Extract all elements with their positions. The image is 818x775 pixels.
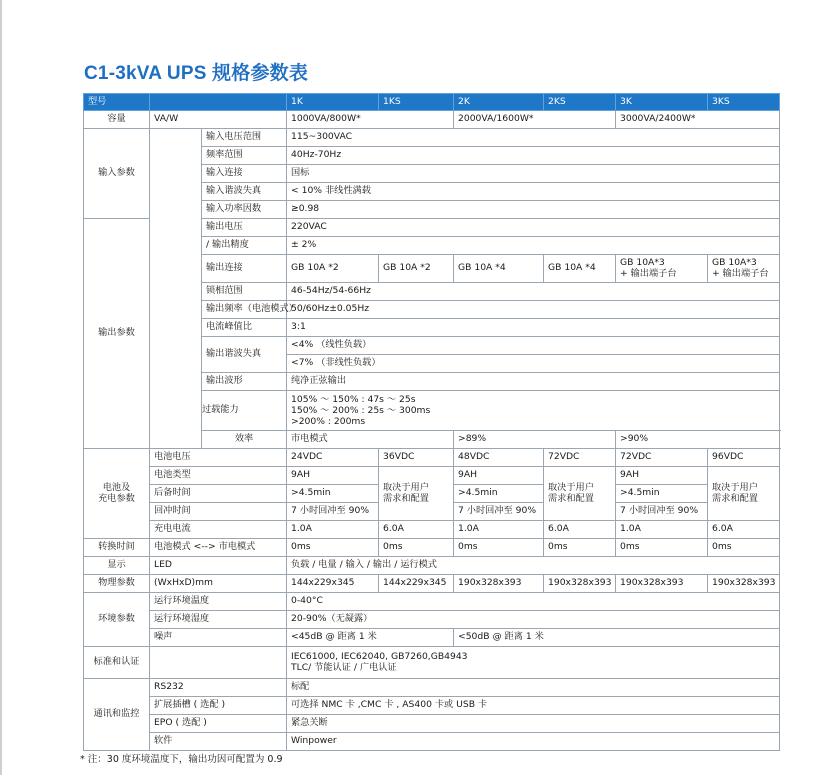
cell-value: <4% （线性负载） <box>287 337 780 355</box>
cell-value: 96VDC <box>708 449 780 467</box>
table-row <box>84 629 780 647</box>
page-edge-rule <box>0 0 2 775</box>
cell-value: 1.0A <box>287 521 379 539</box>
table-row <box>84 449 780 467</box>
table-row <box>84 111 780 129</box>
cell-value: 7 小时回冲至 90% <box>287 503 379 521</box>
row-label: 软件 <box>150 733 287 751</box>
row-label: 频率范围 <box>202 147 287 165</box>
cell-value: 40Hz-70Hz <box>287 147 780 165</box>
table-row <box>84 467 780 485</box>
cell-value: 7 小时回冲至 90% <box>454 503 544 521</box>
cell-value: 36VDC <box>379 449 454 467</box>
cell-value: 0ms <box>708 539 780 557</box>
header-model-2k: 2K <box>454 94 544 111</box>
category-standards: 标准和认证 <box>84 647 150 679</box>
cell-value: 国标 <box>287 165 780 183</box>
row-label: 充电电流 <box>150 521 287 539</box>
table-row <box>84 647 780 679</box>
cell-line: >200% : 200ms <box>291 416 366 428</box>
table-row <box>84 593 780 611</box>
cell-line: 150% ～ 200% : 25s ～ 300ms <box>291 404 431 416</box>
cell-value: Winpower <box>287 733 780 751</box>
category-battery <box>84 449 150 539</box>
cell-value: 50/60Hz±0.05Hz <box>287 301 780 319</box>
row-label: 电池模式 <--> 市电模式 <box>150 539 287 557</box>
row-label: (WxHxD)mm <box>150 575 287 593</box>
cell-value <box>287 647 780 679</box>
footnote: * 注：30 度环境温度下，输出功因可配置为 0.9 <box>80 754 283 765</box>
cell-value: 3000VA/2400W* <box>616 111 780 129</box>
cell-value: GB 10A *4 <box>544 255 616 283</box>
row-label: 输入电压范围 <box>202 129 287 147</box>
cell-value: 0ms <box>454 539 544 557</box>
cell-value: 负载 / 电量 / 输入 / 输出 / 运行模式 <box>287 557 780 575</box>
cell-value: 0ms <box>287 539 379 557</box>
category-line: 充电参数 <box>98 492 135 504</box>
cell-value: 0-40°C <box>287 593 780 611</box>
cell-line: GB 10A*3 <box>712 256 757 268</box>
row-label: 输入连接 <box>202 165 287 183</box>
cell-value <box>379 467 454 521</box>
cell-value: 20-90%（无凝露） <box>287 611 780 629</box>
cell-value: <45dB @ 距离 1 米 <box>287 629 454 647</box>
cell-value: GB 10A *4 <box>454 255 544 283</box>
row-label: 输出谐波失真 <box>202 337 287 373</box>
cell-value <box>708 255 780 283</box>
cell-value: 7 小时回冲至 90% <box>616 503 708 521</box>
category-capacity: 容量 <box>84 111 150 129</box>
cell-value: 0ms <box>379 539 454 557</box>
row-label: 运行环境温度 <box>150 593 287 611</box>
category-efficiency: 效率 <box>202 431 287 449</box>
row-label: / 输出精度 <box>202 237 287 255</box>
row-label: 回冲时间 <box>150 503 287 521</box>
row-label: 市电模式 <box>287 431 454 449</box>
cell-value: 220VAC <box>287 219 780 237</box>
cell-value: 46-54Hz/54-66Hz <box>287 283 780 301</box>
label-spacer <box>150 129 202 449</box>
category-line: 电池及 <box>102 481 131 493</box>
cell-value: GB 10A *2 <box>287 255 379 283</box>
row-label: 锁相范围 <box>202 283 287 301</box>
cell-value: 1000VA/800W* <box>287 111 454 129</box>
cell-value: >89% <box>454 431 616 449</box>
cell-value: 0ms <box>616 539 708 557</box>
table-row <box>84 697 780 715</box>
header-model: 型号 <box>84 94 150 111</box>
cell-value <box>616 255 708 283</box>
cell-value: 9AH <box>287 467 379 485</box>
spec-table <box>83 93 780 751</box>
cell-value: 可选择 NMC 卡 ,CMC 卡 , AS400 卡或 USB 卡 <box>287 697 780 715</box>
cell-value <box>287 391 780 431</box>
header-model-3ks: 3KS <box>708 94 780 111</box>
page-title: C1-3kVA UPS 规格参数表 <box>84 63 309 84</box>
row-label: 电池类型 <box>150 467 287 485</box>
cell-value: 1.0A <box>454 521 544 539</box>
category-transfer: 转换时间 <box>84 539 150 557</box>
row-label: 电流峰值比 <box>202 319 287 337</box>
table-row <box>84 733 780 751</box>
cell-value: 48VDC <box>454 449 544 467</box>
cell-value: 9AH <box>616 467 708 485</box>
row-label: RS232 <box>150 679 287 697</box>
header-model-2ks: 2KS <box>544 94 616 111</box>
row-label: 电池电压 <box>150 449 287 467</box>
category-display: 显示 <box>84 557 150 575</box>
row-label: 运行环境湿度 <box>150 611 287 629</box>
cell-value: 0ms <box>544 539 616 557</box>
category-output: 输出参数 <box>84 219 150 449</box>
cell-line: TLC/ 节能认证 / 广电认证 <box>291 661 397 673</box>
cell-value: >90% <box>616 431 780 449</box>
cell-value: 1.0A <box>616 521 708 539</box>
cell-value: 72VDC <box>616 449 708 467</box>
row-label: 噪声 <box>150 629 287 647</box>
table-row <box>84 521 780 539</box>
cell-value: 2000VA/1600W* <box>454 111 616 129</box>
cell-value: 3:1 <box>287 319 780 337</box>
cell-line: 需求和配置 <box>548 492 594 504</box>
table-row <box>84 679 780 697</box>
cell-value: ± 2% <box>287 237 780 255</box>
cell-value: 标配 <box>287 679 780 697</box>
table-header-row <box>84 94 780 111</box>
table-row <box>84 611 780 629</box>
header-model-3k: 3K <box>616 94 708 111</box>
cell-value: 6.0A <box>544 521 616 539</box>
cell-value: 24VDC <box>287 449 379 467</box>
cell-value: >4.5min <box>616 485 708 503</box>
table-row <box>84 557 780 575</box>
cell-value: 144x229x345 <box>287 575 379 593</box>
cell-line: 需求和配置 <box>712 492 758 504</box>
table-row <box>84 715 780 733</box>
row-label: 输出连接 <box>202 255 287 283</box>
cell-line: + 输出端子台 <box>620 267 677 279</box>
cell-line: 取决于用户 <box>383 481 429 493</box>
cell-value: < 10% 非线性满载 <box>287 183 780 201</box>
cell-value: GB 10A *2 <box>379 255 454 283</box>
category-environment: 环境参数 <box>84 593 150 647</box>
cell-value: 190x328x393 <box>544 575 616 593</box>
cell-value: 115~300VAC <box>287 129 780 147</box>
cell-line: IEC61000, IEC62040, GB7260,GB4943 <box>291 650 468 662</box>
row-label: 过载能力 <box>202 391 287 431</box>
cell-value: <50dB @ 距离 1 米 <box>454 629 780 647</box>
cell-value: 纯净正弦输出 <box>287 373 780 391</box>
cell-value: >4.5min <box>454 485 544 503</box>
category-physical: 物理参数 <box>84 575 150 593</box>
cell-value: 190x328x393 <box>454 575 544 593</box>
row-label: 输入功率因数 <box>202 201 287 219</box>
row-label: 输入谐波失真 <box>202 183 287 201</box>
row-label: 输出波形 <box>202 373 287 391</box>
cell-value: <7% （非线性负载） <box>287 355 780 373</box>
cell-value: 190x328x393 <box>616 575 708 593</box>
cell-value <box>544 467 616 521</box>
header-blank <box>150 94 287 111</box>
table-row <box>84 575 780 593</box>
row-label: 扩展插槽 ( 选配 ) <box>150 697 287 715</box>
row-label: VA/W <box>150 111 287 129</box>
cell-line: + 输出端子台 <box>712 267 769 279</box>
cell-line: 需求和配置 <box>383 492 429 504</box>
cell-line: 105% ～ 150% : 47s ～ 25s <box>291 393 416 405</box>
cell-line: 取决于用户 <box>712 481 758 493</box>
cell-line: GB 10A*3 <box>620 256 665 268</box>
cell-value: ≥0.98 <box>287 201 780 219</box>
row-label: 后备时间 <box>150 485 287 503</box>
category-input: 输入参数 <box>84 129 150 219</box>
row-label: 输出电压 <box>202 219 287 237</box>
cell-value: 紧急关断 <box>287 715 780 733</box>
cell-value: 190x328x393 <box>708 575 780 593</box>
row-label: LED <box>150 557 287 575</box>
cell-value: 6.0A <box>379 521 454 539</box>
cell-value: >4.5min <box>287 485 379 503</box>
row-label: 输出频率（电池模式） <box>202 301 287 319</box>
header-model-1ks: 1KS <box>379 94 454 111</box>
cell-value: 144x229x345 <box>379 575 454 593</box>
category-comms: 通讯和监控 <box>84 679 150 751</box>
cell-line: 取决于用户 <box>548 481 594 493</box>
cell-value <box>708 467 780 521</box>
table-row <box>84 129 780 147</box>
table-row <box>84 539 780 557</box>
row-label: EPO ( 选配 ) <box>150 715 287 733</box>
row-label <box>150 647 287 679</box>
cell-value: 9AH <box>454 467 544 485</box>
cell-value: 72VDC <box>544 449 616 467</box>
header-model-1k: 1K <box>287 94 379 111</box>
cell-value: 6.0A <box>708 521 780 539</box>
